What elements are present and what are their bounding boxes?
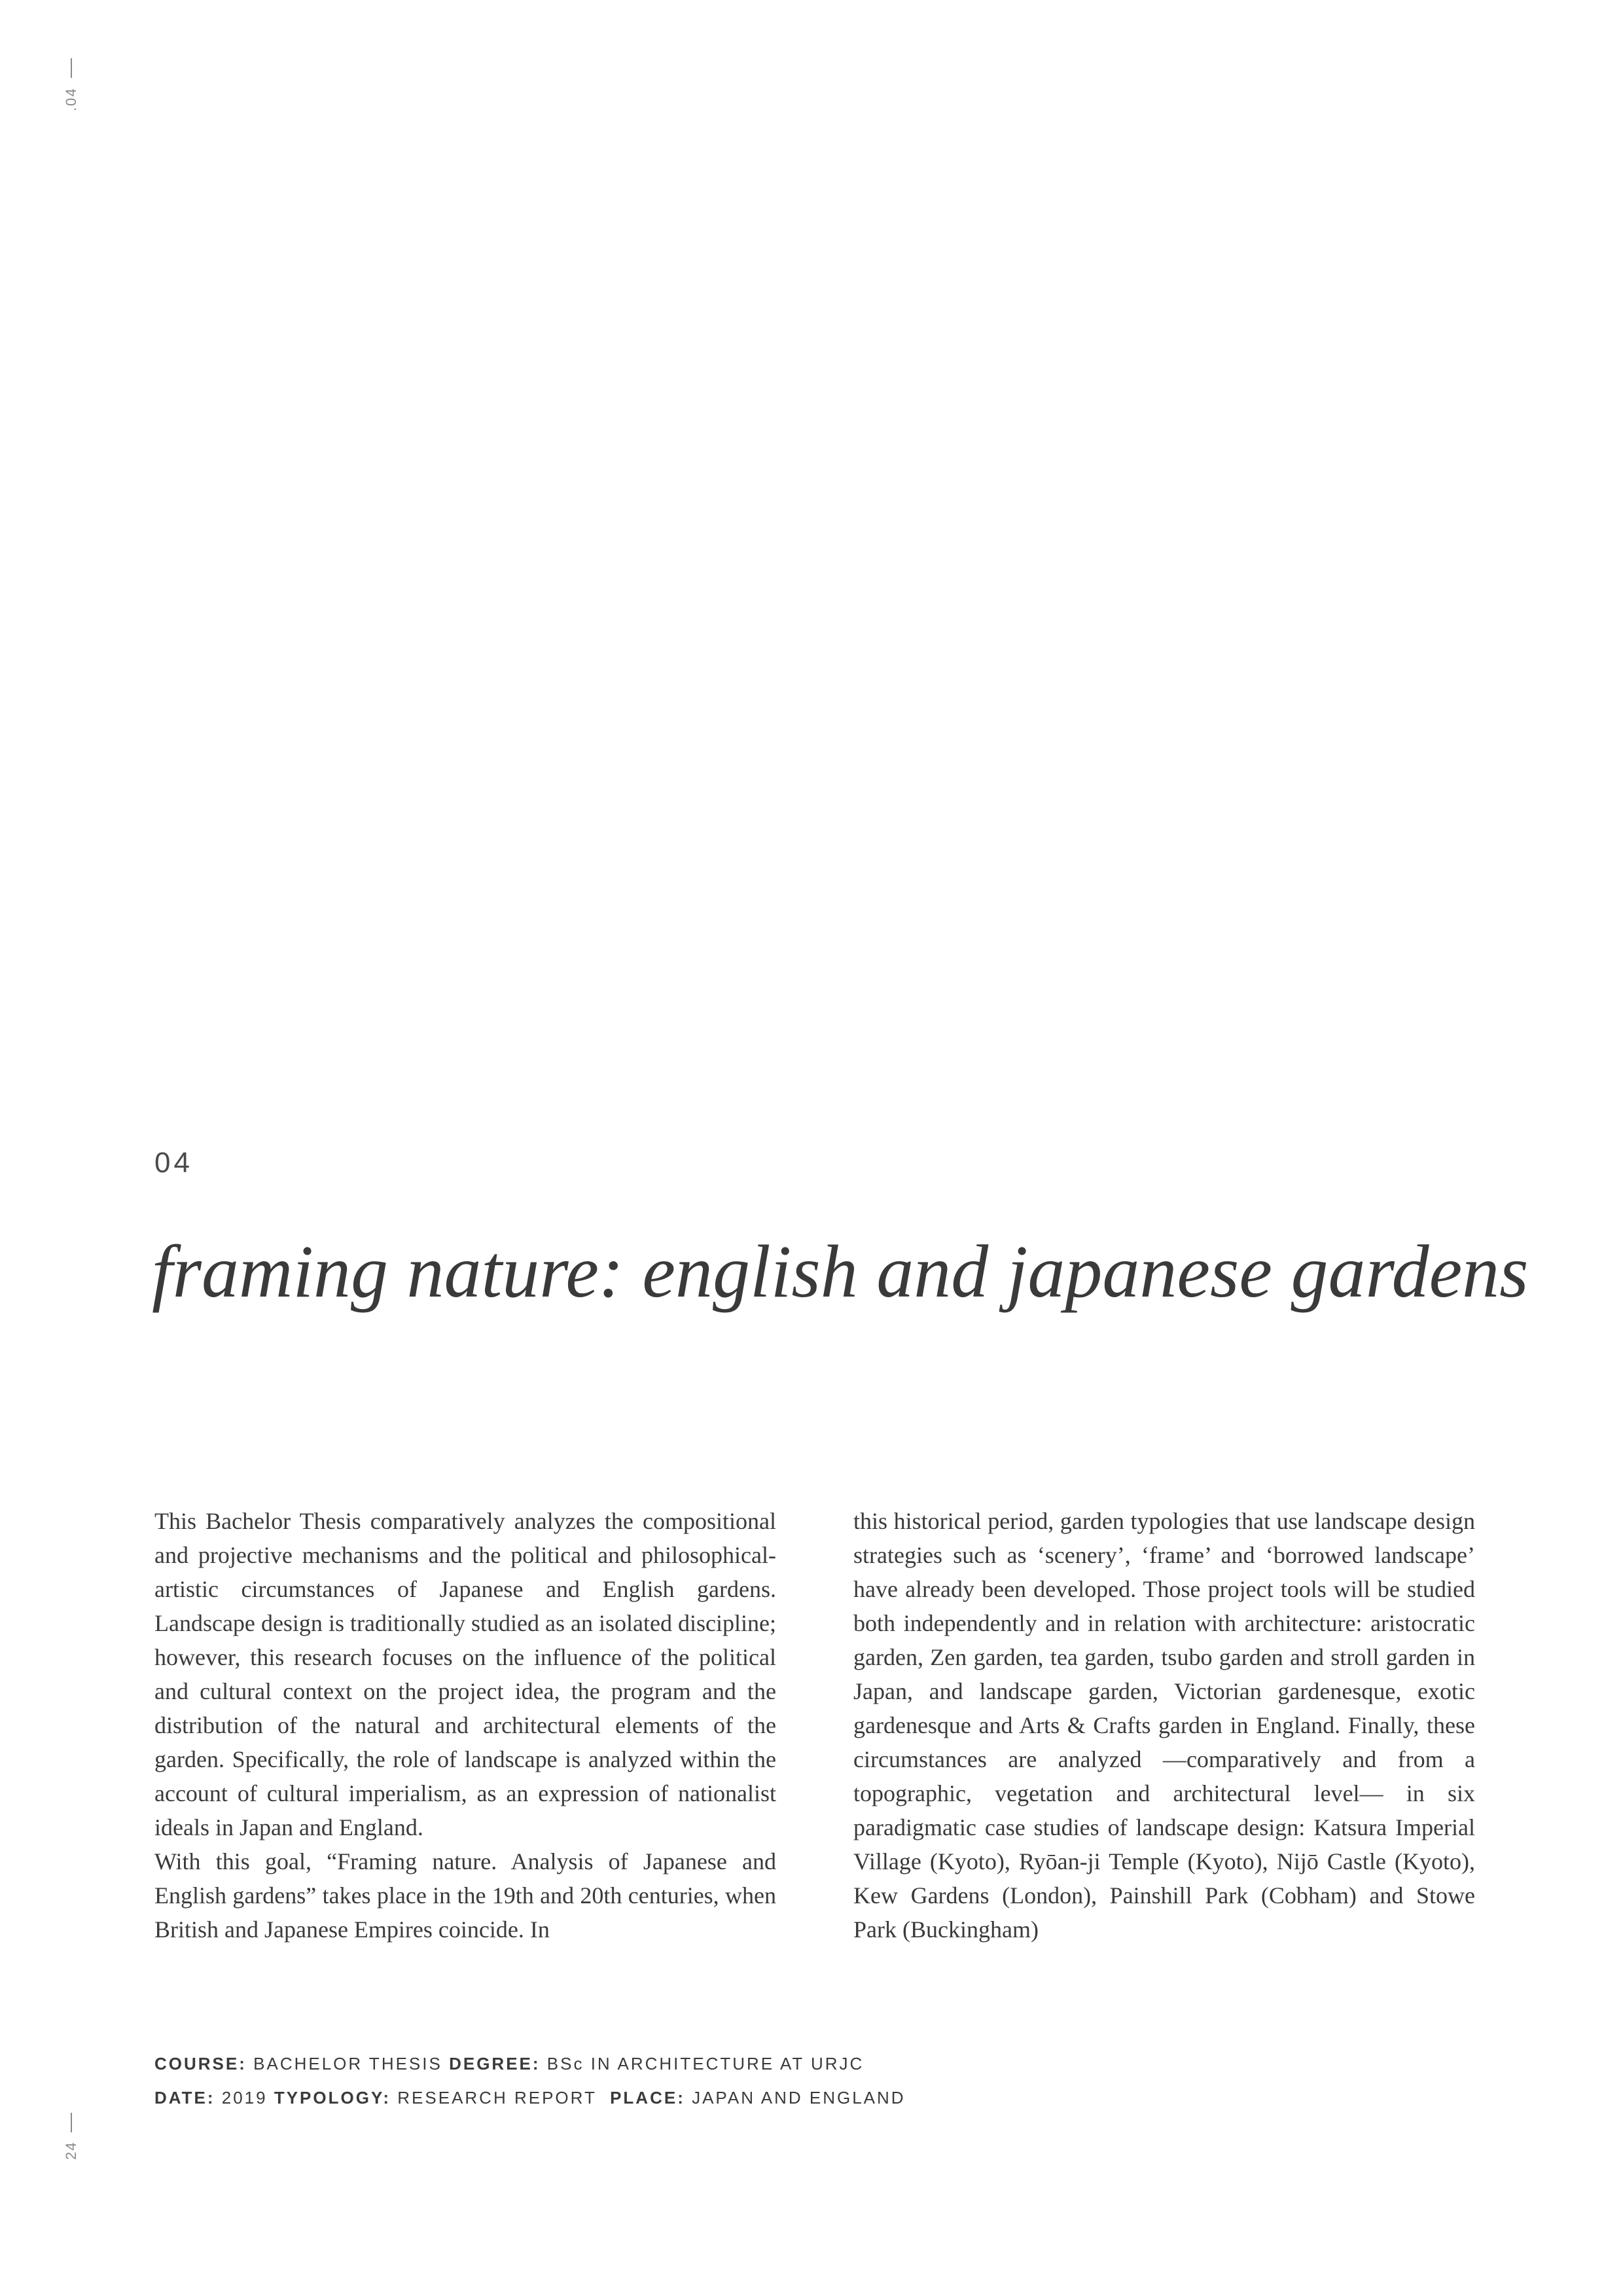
date-value: 2019: [221, 2088, 268, 2108]
typology-label: TYPOLOGY:: [274, 2088, 391, 2108]
degree-value: BSc IN ARCHITECTURE AT URJC: [546, 2054, 865, 2073]
chapter-number: 04: [154, 1147, 193, 1179]
body-column-left: [154, 1504, 776, 1946]
date-label: DATE:: [154, 2088, 215, 2108]
place-value: JAPAN AND ENGLAND: [692, 2088, 906, 2108]
typology-value: RESEARCH REPORT: [397, 2088, 597, 2108]
section-marker: [63, 49, 80, 111]
degree-label: DEGREE:: [449, 2054, 541, 2073]
page-number: 24: [63, 2141, 79, 2160]
body-paragraph: this historical period, garden typologies that use landscape design strategies such as ‘scenery’, ‘frame’ and ‘borrowed landscape’ have already been developed. Those project tools will be studied both independently and in relation with architecture: aristocratic garden, Zen garden, tea garden, tsubo garden and stroll garden in Japan, and landscape garden, Victorian gardenesque, exotic gardenesque and Arts & Crafts garden in England. Finally, these circumstances are analyzed —comparatively and from a topographic, vegetation and architectural level— in six paradigmatic case studies of landscape design: Katsura Imperial Village (Kyoto), Ryōan-ji Temple (Kyoto), Nijō Castle (Kyoto), Kew Gardens (London), Painshill Park (Cobham) and Stowe Park (Buckingham): [853, 1508, 1475, 1943]
body-column-right: [853, 1504, 1475, 1946]
page-number-marker: [63, 2104, 80, 2160]
section-marker-text: .04: [63, 87, 79, 111]
place-label: PLACE:: [610, 2088, 685, 2108]
body-paragraph: With this goal, “Framing nature. Analysis of Japanese and English gardens” takes place in the 19th and 20th centuries, when British and Japanese Empires coincide. In: [154, 1848, 776, 1943]
course-label: COURSE:: [154, 2054, 247, 2073]
project-details-line-2: [154, 2088, 906, 2108]
course-value: BACHELOR THESIS: [253, 2054, 442, 2073]
project-details-line-1: [154, 2054, 864, 2074]
body-paragraph: This Bachelor Thesis comparatively analyzes the compositional and projective mechanisms and the political and philosophical-artistic circumstances of Japanese and English gardens. Landscape design is traditionally studied as an isolated discipline; however, this research focuses on the influence of the political and cultural context on the project idea, the program and the distribution of the natural and architectural elements of the garden. Specifically, the role of landscape is analyzed within the account of cultural imperialism, as an expression of nationalist ideals in Japan and England.: [154, 1508, 776, 1840]
section-marker-rule: [71, 58, 72, 78]
chapter-title: framing nature: english and japanese gardens: [152, 1230, 1529, 1313]
page-number-rule: [71, 2113, 72, 2132]
